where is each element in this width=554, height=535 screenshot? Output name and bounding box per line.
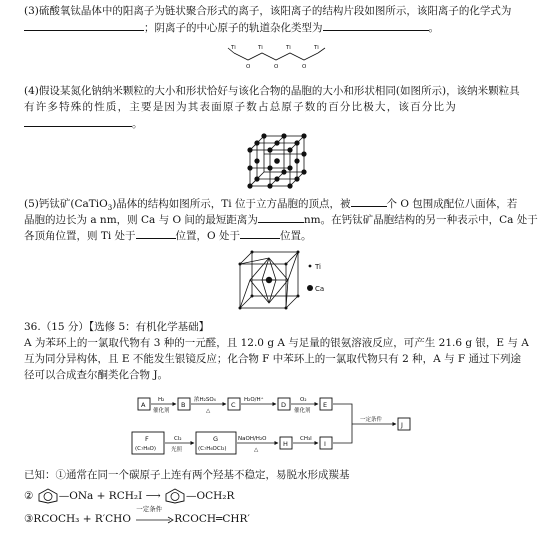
answer-blank[interactable] bbox=[24, 116, 132, 127]
answer-blank[interactable] bbox=[258, 212, 304, 223]
benzene-ring-icon bbox=[37, 488, 59, 504]
answer-blank[interactable] bbox=[323, 20, 429, 31]
svg-text:F: F bbox=[145, 435, 149, 443]
svg-text:A: A bbox=[141, 401, 146, 409]
q5-line2: 晶胞的边长为 a nm，则 Ca 与 O 间的最短距离为 nm。在钙钛矿晶胞结构的另一种表示中，Ca 处于 bbox=[24, 214, 538, 226]
svg-text:C: C bbox=[231, 401, 236, 409]
legend-ca: Ca bbox=[315, 285, 325, 293]
known-eq3: ③RCOCH₃ + R′CHO 一定条件 RCOCH═CHR′ bbox=[24, 505, 250, 525]
known-eq2: ② —ONa + RCH₂I ⟶ —OCH₂R bbox=[24, 490, 235, 502]
svg-text:催化剂: 催化剂 bbox=[153, 408, 170, 414]
q36-line2: 互为同分异构体，且 E 不能发生银镜反应；化合物 F 中苯环上的一氯取代物只有 2 种，A 与 F 通过下列途 bbox=[24, 353, 522, 365]
svg-text:E: E bbox=[323, 401, 328, 409]
answer-blank[interactable] bbox=[351, 196, 387, 207]
q3-line2: ；阴离子的中心原子的轨道杂化类型为 。 bbox=[24, 20, 536, 36]
known-intro: 已知：①通常在同一个碳原子上连有两个羟基不稳定，易脱水形成羰基 bbox=[24, 469, 350, 481]
answer-blank[interactable] bbox=[240, 228, 280, 239]
q3-line1: (3)硫酸氧钛晶体中的阳离子为链状聚合形式的离子，该阳离子的结构片段如图所示，该阳离子的化学式为 bbox=[24, 5, 512, 17]
svg-text:△: △ bbox=[206, 408, 211, 414]
svg-text:NaOH/H₂O: NaOH/H₂O bbox=[238, 436, 267, 442]
chain-atom: O bbox=[274, 64, 279, 70]
chain-atom: Ti bbox=[314, 45, 319, 51]
synthesis-scheme bbox=[128, 388, 428, 466]
svg-text:G: G bbox=[213, 435, 219, 443]
svg-text:CH₃I: CH₃I bbox=[300, 436, 312, 442]
benzene-ring-icon bbox=[164, 488, 186, 504]
svg-text:D: D bbox=[281, 401, 287, 409]
svg-text:Cl₂: Cl₂ bbox=[174, 436, 182, 442]
chain-atom: Ti bbox=[286, 45, 291, 51]
svg-text:一定条件: 一定条件 bbox=[360, 417, 383, 423]
box-j bbox=[398, 418, 410, 430]
box-i bbox=[320, 437, 332, 449]
answer-blank[interactable] bbox=[24, 20, 144, 31]
svg-text:I: I bbox=[324, 440, 326, 448]
legend-ti: Ti bbox=[315, 263, 322, 271]
q36-line3: 径可以合成查尔酮类化合物 J。 bbox=[24, 369, 169, 381]
svg-text:光照: 光照 bbox=[171, 447, 183, 453]
svg-text:H: H bbox=[283, 440, 288, 448]
answer-blank[interactable] bbox=[136, 228, 176, 239]
svg-text:H₂O/H⁺: H₂O/H⁺ bbox=[244, 397, 264, 403]
q36-line1: A 为苯环上的一氯取代物有 3 种的一元醛，且 12.0 g A 与足量的银氨溶液反应，可产生 21.6 g 银，E 与 A bbox=[24, 337, 529, 349]
nanoparticle-cell-figure bbox=[244, 132, 310, 192]
q4-line3: 。 bbox=[24, 116, 536, 132]
q4-line2: 有许多特殊的性质，主要是因为其表面原子数占总原子数的百分比极大，该百分比为 bbox=[24, 101, 457, 113]
chain-atom: O bbox=[246, 64, 251, 70]
q5-line3: 各顶角位置，则 Ti 处于 位置，O 处于 位置。 bbox=[24, 230, 312, 242]
q5-line1: (5)钙钛矿(CaTiO$_3$)晶体的结构如图所示，Ti 位于立方晶胞的顶点，被 个 O 包围成配位八面体，若 bbox=[24, 198, 518, 213]
ti-o-chain-figure bbox=[222, 38, 332, 76]
q36-heading: 36.（15 分）【选修 5：有机化学基础】 bbox=[24, 321, 210, 333]
svg-text:O₂: O₂ bbox=[300, 397, 307, 403]
q4-line1: (4)假设某氮化钠纳米颗粒的大小和形状恰好与该化合物的晶胞的大小和形状相同(如图所示)，该纳米颗粒具 bbox=[24, 85, 520, 97]
svg-text:B: B bbox=[181, 401, 186, 409]
chain-atom: Ti bbox=[231, 45, 236, 51]
svg-text:催化剂: 催化剂 bbox=[294, 408, 311, 414]
chain-atom: Ti bbox=[258, 45, 263, 51]
svg-text:浓H₂SO₄: 浓H₂SO₄ bbox=[194, 397, 216, 403]
svg-text:H₂: H₂ bbox=[158, 397, 165, 403]
svg-text:△: △ bbox=[254, 447, 259, 453]
chain-atom: O bbox=[302, 64, 307, 70]
svg-text:J: J bbox=[401, 421, 403, 429]
svg-text:(C₇H₈O): (C₇H₈O) bbox=[135, 446, 157, 452]
svg-text:(C₇H₆OCl₂): (C₇H₆OCl₂) bbox=[198, 446, 227, 452]
reaction-arrow: 一定条件 bbox=[134, 513, 174, 525]
perovskite-figure bbox=[228, 248, 338, 316]
